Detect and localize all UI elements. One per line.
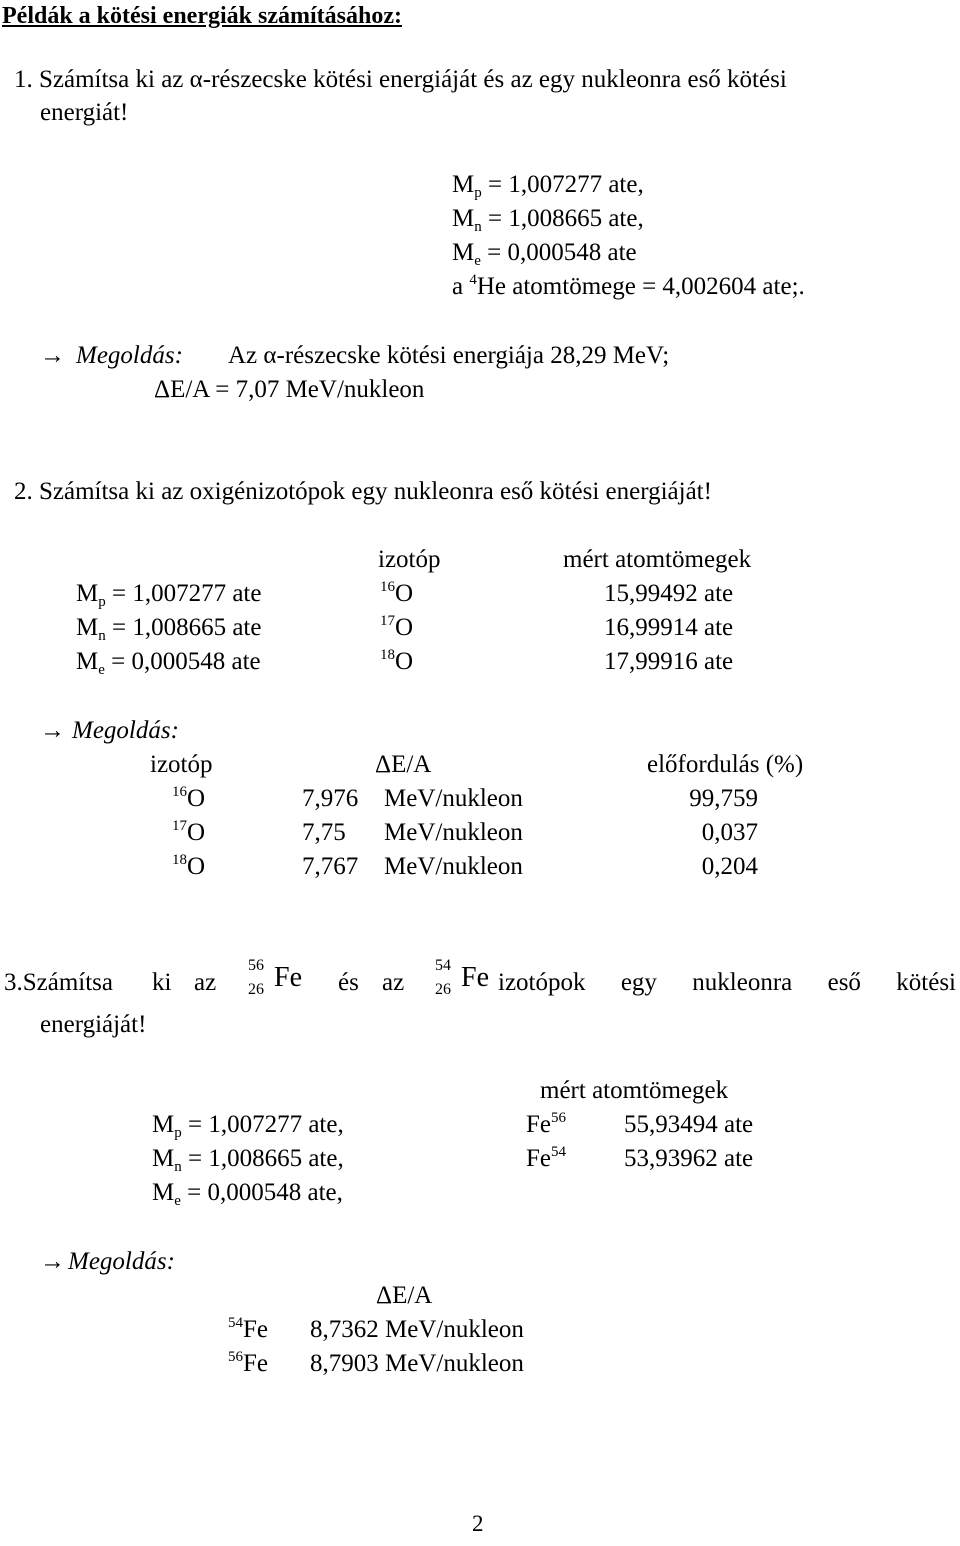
p2-sol-de-o18: 7,767 xyxy=(302,853,359,880)
p2-col-isotope: izotóp xyxy=(378,546,441,573)
problem-3-word-az-2: az xyxy=(382,969,405,996)
p3-sol-isotope-fe54: $^{54}$Fe xyxy=(228,1315,268,1343)
p2-sol-de-o16: 7,976 xyxy=(302,785,359,812)
p3-sol-isotope-fe56: $^{56}$Fe xyxy=(228,1349,268,1377)
p1-given-mp: $M_p = 1,007277$ ate, xyxy=(452,171,644,201)
p3-solution-label: Megoldás: xyxy=(68,1248,175,1275)
p2-solution-arrow: → xyxy=(40,717,65,744)
p2-sol-unit-o17: MeV/nukleon xyxy=(384,819,523,846)
problem-3-word-ki: ki xyxy=(152,969,172,996)
p3-isotope-fe56: Fe$^{56}$ xyxy=(526,1110,566,1138)
p3-given-mn: $M_n = 1,008665$ ate, xyxy=(152,1145,344,1175)
p2-isotope-o18: $^{18}$O xyxy=(380,647,414,675)
p2-given-me: $M_e = 0,000548$ ate xyxy=(76,648,261,678)
problem-3-word-az-1: az xyxy=(194,969,217,996)
p1-solution-line1: Az α-részecske kötési energiája 28,29 MeV; xyxy=(228,342,670,369)
problem-3-prefix: 3.Számítsa xyxy=(4,969,114,996)
p3-given-mp: $M_p = 1,007277$ ate, xyxy=(152,1111,344,1141)
p2-sol-col-de: ΔE/A xyxy=(375,751,432,778)
p3-sol-col-de: ΔE/A xyxy=(376,1282,433,1309)
p3-col-mass: mért atomtömegek xyxy=(540,1077,729,1104)
p2-sol-unit-o16: MeV/nukleon xyxy=(384,785,523,812)
p2-sol-unit-o18: MeV/nukleon xyxy=(384,853,523,880)
page-number: 2 xyxy=(472,1511,484,1536)
p2-sol-isotope-o16: $^{16}$O xyxy=(172,784,206,812)
p1-solution-arrow: → xyxy=(40,342,65,369)
p3-mass-fe54: 53,93962 ate xyxy=(624,1145,754,1172)
problem-2-text: 2. Számítsa ki az oxigénizotópok egy nukleonra eső kötési energiáját! xyxy=(14,478,712,505)
p3-sol-value-fe54: 8,7362 MeV/nukleon xyxy=(310,1316,524,1343)
p3-isotope-fe54: Fe$^{54}$ xyxy=(526,1144,566,1172)
p2-sol-abundance-o18: 0,204 xyxy=(701,853,758,880)
p2-isotope-o17: $^{17}$O xyxy=(380,613,414,641)
problem-3-text-line2: energiáját! xyxy=(40,1011,147,1038)
p2-mass-o18: 17,99916 ate xyxy=(604,648,734,675)
p2-sol-isotope-o18: $^{18}$O xyxy=(172,852,206,880)
p2-isotope-o16: $^{16}$O xyxy=(380,579,414,607)
p1-solution-label: Megoldás: xyxy=(76,342,183,369)
p2-given-mn: $M_n = 1,008665$ ate xyxy=(76,614,262,644)
p2-col-mass: mért atomtömegek xyxy=(563,546,752,573)
p1-given-mn: $M_n = 1,008665$ ate, xyxy=(452,205,644,235)
problem-3-word-es: és xyxy=(338,969,359,996)
p2-sol-col-abundance: előfordulás (%) xyxy=(647,751,804,778)
p2-mass-o17: 16,99914 ate xyxy=(604,614,734,641)
p2-given-mp: $M_p = 1,007277$ ate xyxy=(76,580,262,610)
p2-solution-label: Megoldás: xyxy=(72,717,179,744)
p3-mass-fe56: 55,93494 ate xyxy=(624,1111,754,1138)
p3-sol-value-fe56: 8,7903 MeV/nukleon xyxy=(310,1350,524,1377)
p2-sol-col-isotope: izotóp xyxy=(150,751,213,778)
p2-sol-abundance-o16: 99,759 xyxy=(689,785,758,812)
p2-sol-de-o17: 7,75 xyxy=(302,819,346,846)
p2-sol-isotope-o17: $^{17}$O xyxy=(172,818,206,846)
p1-solution-line2: ΔE/A = 7,07 MeV/nukleon xyxy=(154,376,425,403)
p1-given-me: $M_e = 0,000548$ ate xyxy=(452,239,637,269)
p2-mass-o16: 15,99492 ate xyxy=(604,580,734,607)
problem-1-text-line2: energiát! xyxy=(40,99,129,126)
page-heading: Példák a kötési energiák számításához: xyxy=(2,3,402,29)
p2-sol-abundance-o17: 0,037 xyxy=(701,819,758,846)
p1-he-mass: a $^4$He atomtömege = 4,002604 ate;. xyxy=(452,272,805,300)
problem-1-text-line1: 1. Számítsa ki az α-részecske kötési energiáját és az egy nukleonra eső kötési xyxy=(14,66,787,93)
p3-solution-arrow: → xyxy=(40,1248,65,1275)
p3-given-me: $M_e = 0,000548$ ate, xyxy=(152,1179,343,1209)
problem-3-text-rest: izotópok egy nukleonra eső kötési xyxy=(498,969,956,996)
